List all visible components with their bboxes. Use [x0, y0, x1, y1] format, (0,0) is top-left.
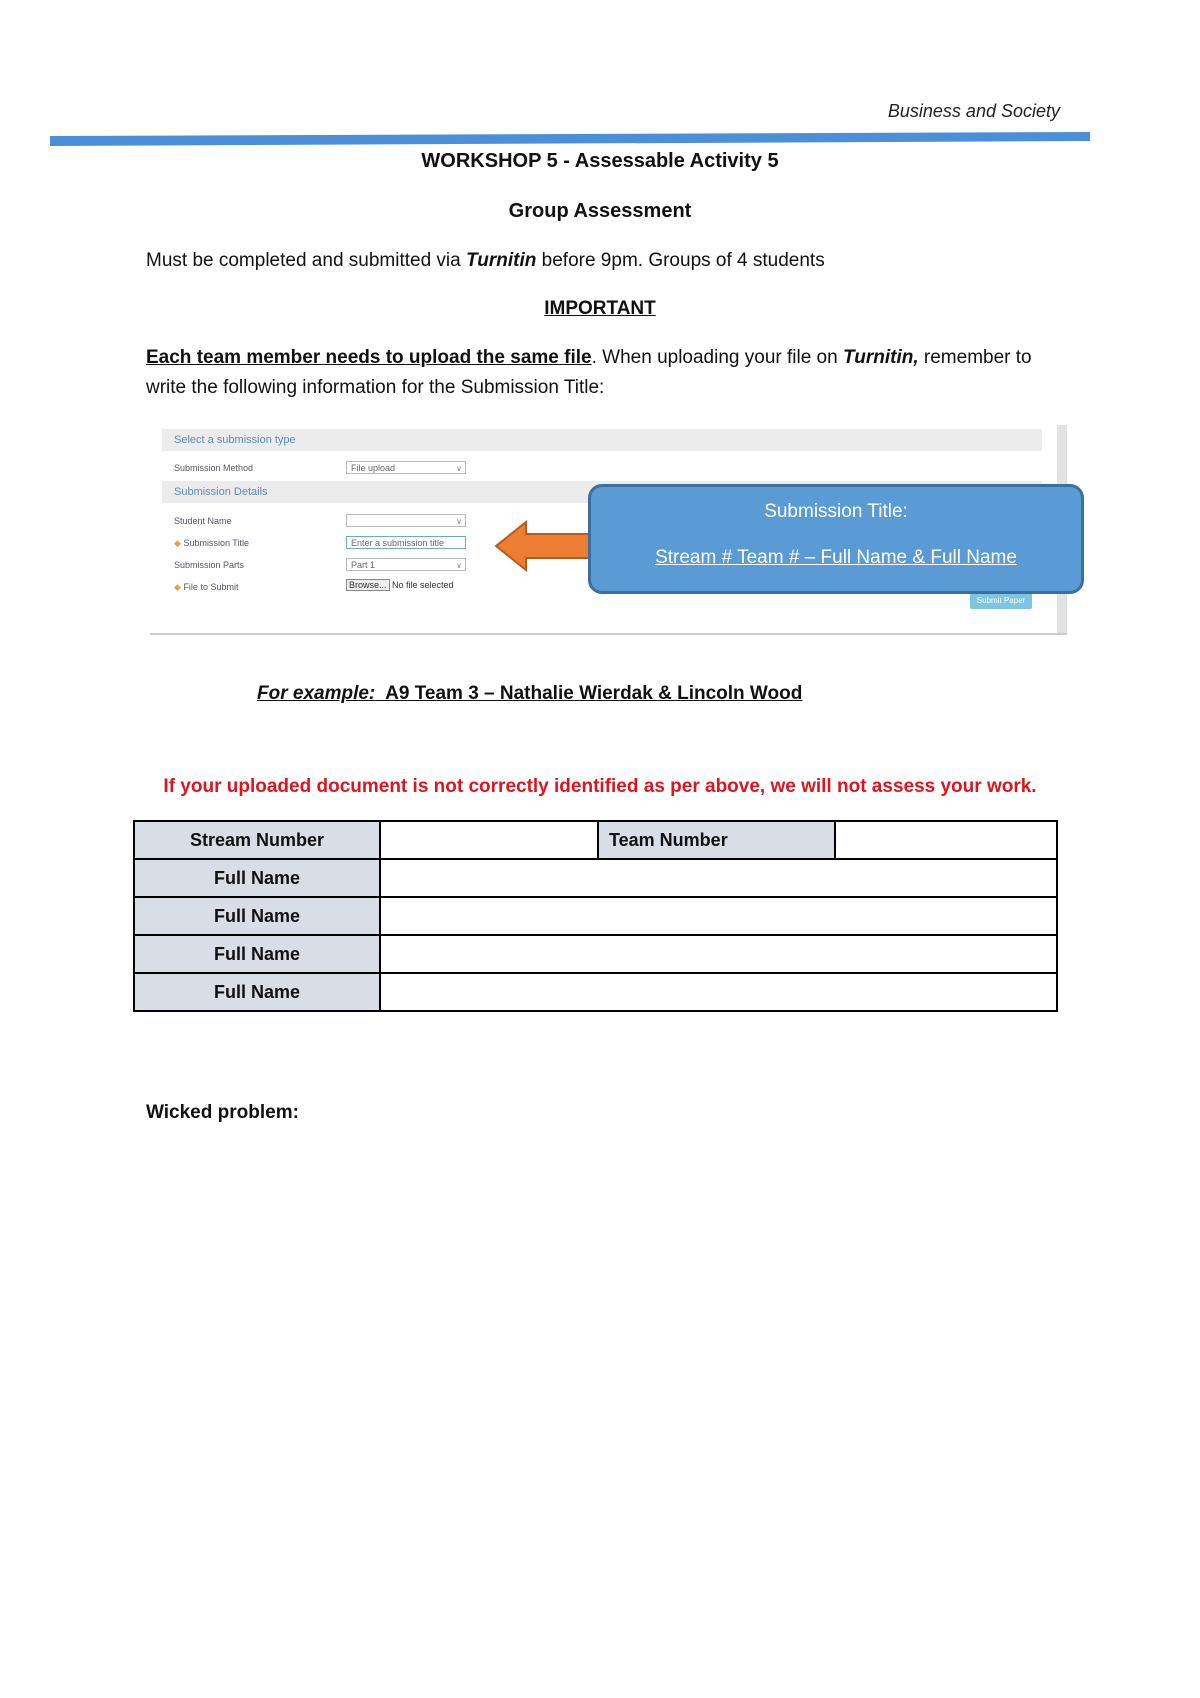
required-icon: ◆	[174, 538, 181, 548]
parts-select[interactable]: Part 1 ∨	[346, 558, 466, 571]
required-icon: ◆	[174, 582, 181, 592]
file-browse[interactable]	[346, 580, 454, 590]
section-submission-type: Select a submission type	[162, 429, 1042, 451]
title-input[interactable]: Enter a submission title	[346, 536, 466, 549]
instruction-part1: . When uploading your file on	[591, 347, 843, 368]
full-name-field[interactable]	[380, 859, 1057, 897]
turnitin-name-2: Turnitin,	[842, 347, 919, 368]
method-select[interactable]: File upload ∨	[346, 461, 466, 474]
student-label: Student Name	[174, 516, 232, 526]
instruction-part2: remember to write the following information for the Submission Title:	[146, 347, 1032, 398]
workshop-title: WORKSHOP 5 - Assessable Activity 5	[421, 150, 779, 172]
full-name-field[interactable]	[380, 973, 1057, 1011]
example-value: A9 Team 3 – Nathalie Wierdak & Lincoln Wood	[375, 683, 803, 704]
stream-number-label: Stream Number	[134, 821, 380, 859]
wicked-problem-label: Wicked problem:	[146, 1102, 299, 1123]
intro-text	[146, 250, 825, 272]
section-submission-details: Submission Details	[162, 481, 1042, 503]
full-name-field[interactable]	[380, 935, 1057, 973]
submission-title-callout	[588, 484, 1084, 594]
team-info-table	[133, 820, 1058, 1012]
full-name-label: Full Name	[134, 973, 380, 1011]
intro-part2: before 9pm. Groups of 4 students	[536, 250, 825, 271]
header-divider	[50, 132, 1090, 146]
instruction-text	[146, 343, 1076, 403]
student-select[interactable]	[346, 514, 466, 527]
example-text	[257, 683, 802, 705]
instruction-emphasis: Each team member needs to upload the same file	[146, 347, 592, 368]
team-number-field[interactable]	[835, 821, 1057, 859]
warning-text: If your uploaded document is not correctly identified as per above, we will not assess your work.	[163, 776, 1037, 797]
title-label: ◆ Submission Title	[174, 538, 249, 548]
arrow-left-icon	[494, 520, 594, 572]
full-name-field[interactable]	[380, 897, 1057, 935]
callout-format: Stream # Team # – Full Name & Full Name	[655, 547, 1017, 568]
file-label: ◆ File to Submit	[174, 582, 239, 592]
important-heading: IMPORTANT	[544, 298, 656, 319]
assessment-subtitle: Group Assessment	[508, 200, 692, 222]
full-name-label: Full Name	[134, 859, 380, 897]
team-number-label: Team Number	[598, 821, 835, 859]
course-name: Business and Society	[887, 101, 1060, 121]
method-label: Submission Method	[174, 463, 254, 473]
example-label: For example:	[257, 683, 376, 704]
intro-part1: Must be completed and submitted via	[146, 250, 467, 271]
parts-label: Submission Parts	[174, 560, 245, 570]
turnitin-name: Turnitin	[466, 250, 537, 271]
chevron-down-icon: ∨	[456, 464, 462, 473]
full-name-label: Full Name	[134, 897, 380, 935]
chevron-down-icon: ∨	[456, 561, 462, 570]
stream-number-field[interactable]	[380, 821, 598, 859]
callout-title: Submission Title:	[764, 501, 908, 522]
full-name-label: Full Name	[134, 935, 380, 973]
browse-button: Browse...	[346, 579, 390, 591]
chevron-down-icon: ∨	[456, 517, 462, 526]
submit-paper-button[interactable]: Submit Paper	[970, 593, 1032, 609]
no-file-text: No file selected	[392, 580, 454, 590]
